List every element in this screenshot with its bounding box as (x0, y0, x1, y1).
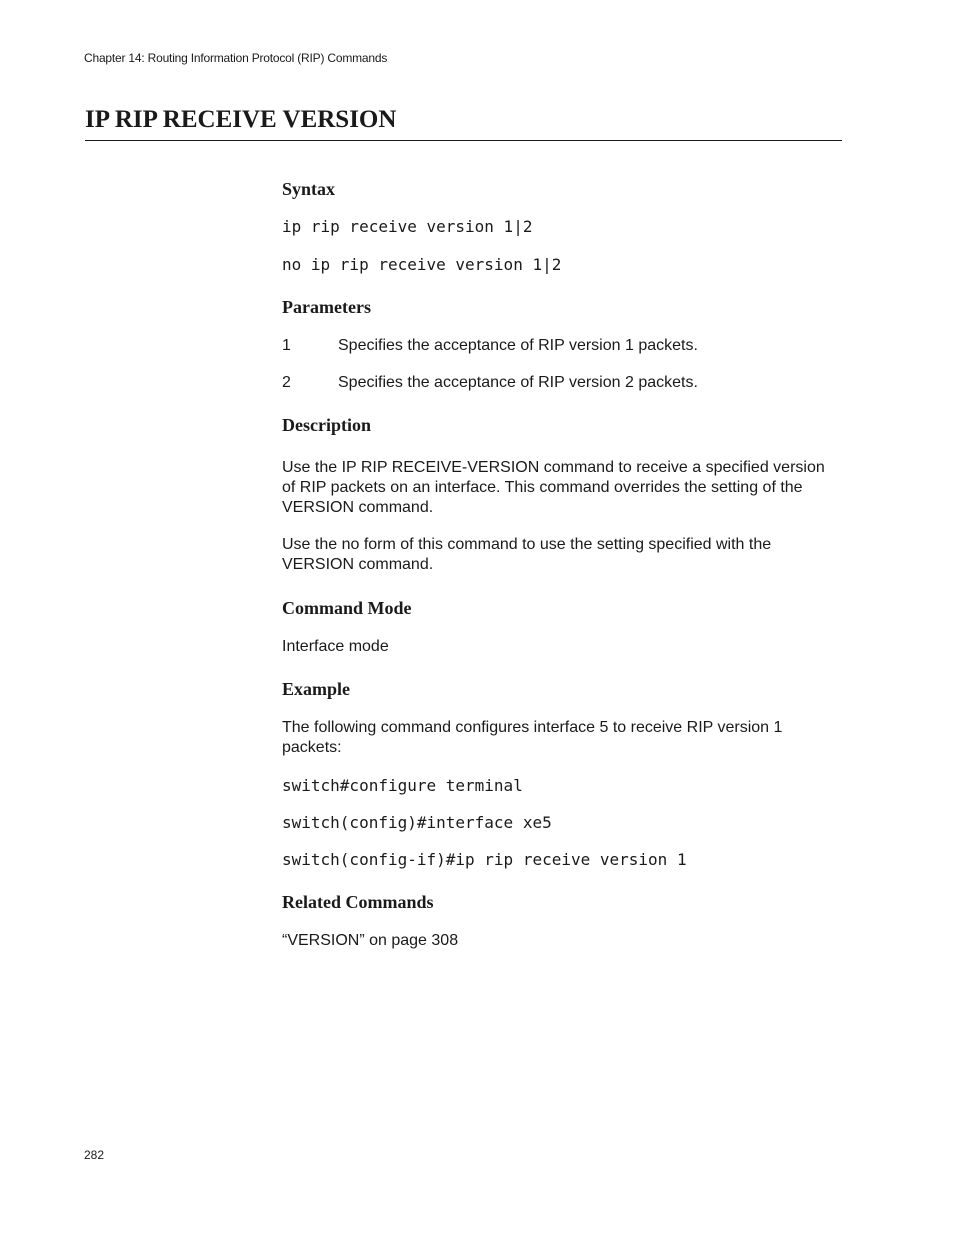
title-rule (85, 140, 842, 141)
syntax-line: ip rip receive version 1|2 (282, 217, 533, 236)
running-header: Chapter 14: Routing Information Protocol (RIP) Commands (84, 51, 388, 65)
parameters-heading: Parameters (282, 297, 371, 317)
parameter-name: 1 (282, 337, 291, 354)
example-command-line: switch#configure terminal (282, 776, 523, 795)
example-command-line: switch(config-if)#ip rip receive version 1 (282, 850, 687, 869)
parameter-description: Specifies the acceptance of RIP version 1 packets. (338, 337, 698, 354)
command-mode-text: Interface mode (282, 638, 389, 655)
example-intro: The following command configures interface 5 to receive RIP version 1 packets: (282, 719, 783, 756)
related-commands-heading: Related Commands (282, 892, 434, 912)
syntax-heading: Syntax (282, 179, 336, 199)
description-paragraph: Use the IP RIP RECEIVE-VERSION command to receive a specified version of RIP packets on an interface. This command overrides the setting of the VERSION command. (282, 459, 825, 516)
command-mode-heading: Command Mode (282, 598, 412, 618)
page-title: IP RIP RECEIVE VERSION (85, 106, 397, 133)
description-paragraph: Use the no form of this command to use the setting specified with the VERSION command. (282, 536, 772, 573)
example-command-line: switch(config)#interface xe5 (282, 813, 552, 832)
description-heading: Description (282, 415, 371, 435)
example-heading: Example (282, 679, 351, 699)
parameter-description: Specifies the acceptance of RIP version 2 packets. (338, 374, 698, 391)
syntax-line: no ip rip receive version 1|2 (282, 255, 562, 274)
page-number: 282 (84, 1148, 105, 1162)
parameter-name: 2 (282, 374, 291, 391)
related-command-link[interactable]: “VERSION” on page 308 (282, 932, 459, 949)
